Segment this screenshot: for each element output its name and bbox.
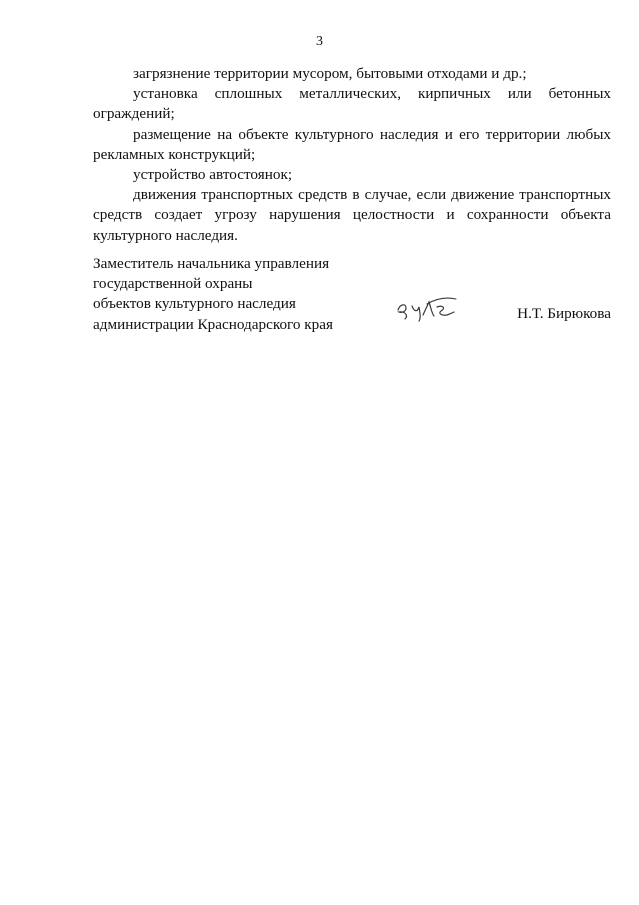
body-text <box>93 64 611 246</box>
signature-block <box>93 254 611 334</box>
paragraph-parking: устройство автостоянок; <box>133 166 293 184</box>
handwritten-signature-icon <box>395 294 457 322</box>
signer-name: Н.Т. Бирюкова <box>517 305 611 322</box>
position-line-3: объектов культурного наследия <box>93 295 296 313</box>
signer-position <box>93 254 393 335</box>
position-line-4: администрации Краснодарского края <box>93 315 333 333</box>
paragraph-traffic: движения транспортных средств в случае, если движение транспортных средств создает угрозу нарушения целостности и сохранности объекта культурного наследия. <box>93 186 611 244</box>
paragraph-advertising: размещение на объекте культурного наследия и его территории любых рекламных конструкций; <box>93 125 611 163</box>
page-number: 3 <box>316 34 323 49</box>
position-line-1: Заместитель начальника управления <box>93 255 330 272</box>
position-line-2: государственной охраны <box>93 275 253 293</box>
paragraph-fences: установка сплошных металлических, кирпичных или бетонных ограждений; <box>93 85 611 123</box>
paragraph-litter: загрязнение территории мусором, бытовыми отходами и др.; <box>133 65 527 82</box>
